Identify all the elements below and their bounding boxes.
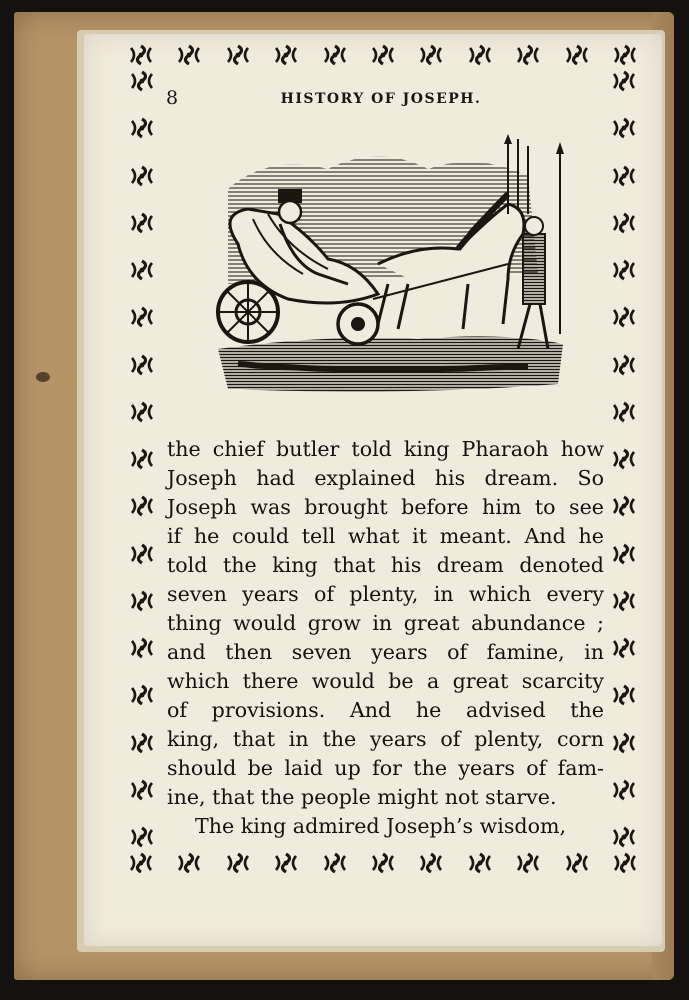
text-line: the chief butler told king Pharaoh how xyxy=(167,437,604,461)
ornament-icon xyxy=(129,306,155,328)
ornament-icon xyxy=(564,44,590,66)
ornament-icon xyxy=(225,852,251,874)
ornament-icon xyxy=(129,259,155,281)
ornament-icon xyxy=(129,826,155,848)
ornament-icon xyxy=(611,354,637,376)
ornament-icon xyxy=(322,852,348,874)
ornament-icon xyxy=(176,44,202,66)
ornament-icon xyxy=(611,448,637,470)
book-page xyxy=(84,34,662,946)
cover-stain xyxy=(36,372,50,382)
border-right xyxy=(610,70,638,848)
text-line: Joseph had explained his dream. So xyxy=(167,466,604,490)
ornament-icon xyxy=(129,70,155,92)
ornament-icon xyxy=(128,852,154,874)
body-text xyxy=(167,435,604,841)
text-line: should be laid up for the years of fam- xyxy=(167,756,604,780)
ornament-icon xyxy=(611,637,637,659)
ornament-icon xyxy=(129,543,155,565)
ornament-icon xyxy=(129,590,155,612)
ornament-icon xyxy=(611,212,637,234)
text-line: king, that in the years of plenty, corn xyxy=(167,727,604,751)
running-head xyxy=(166,87,596,111)
text-line: seven years of plenty, in which every xyxy=(167,582,604,606)
ornament-icon xyxy=(129,165,155,187)
ornament-icon xyxy=(611,495,637,517)
ornament-icon xyxy=(370,44,396,66)
ornament-icon xyxy=(611,165,637,187)
border-bottom xyxy=(128,852,638,874)
ornament-icon xyxy=(370,852,396,874)
page-number: 8 xyxy=(166,87,179,109)
border-top xyxy=(128,44,638,66)
border-left xyxy=(128,70,156,848)
ornament-icon xyxy=(515,44,541,66)
text-line: of provisions. And he advised the xyxy=(167,698,604,722)
ornament-icon xyxy=(129,779,155,801)
ornament-icon xyxy=(612,852,638,874)
ornament-icon xyxy=(515,852,541,874)
ornament-icon xyxy=(176,852,202,874)
text-line: told the king that his dream denoted xyxy=(167,553,604,577)
ornament-icon xyxy=(467,44,493,66)
text-line: which there would be a great scarcity xyxy=(167,669,604,693)
text-line: Joseph was brought before him to see xyxy=(167,495,604,519)
ornament-icon xyxy=(129,354,155,376)
ornament-icon xyxy=(611,590,637,612)
ornament-icon xyxy=(129,684,155,706)
ornament-icon xyxy=(611,70,637,92)
pharaoh-chariot-woodcut-icon xyxy=(208,134,568,414)
ornament-icon xyxy=(129,732,155,754)
ornament-icon xyxy=(273,44,299,66)
ornament-icon xyxy=(611,117,637,139)
text-line: The king admired Joseph’s wisdom, xyxy=(195,814,567,838)
ornament-icon xyxy=(129,495,155,517)
text-line: and then seven years of famine, in xyxy=(167,640,604,664)
ornament-icon xyxy=(611,306,637,328)
ornament-icon xyxy=(611,732,637,754)
ornament-icon xyxy=(611,401,637,423)
ornament-icon xyxy=(273,852,299,874)
ornament-icon xyxy=(418,44,444,66)
page-title: HISTORY OF JOSEPH. xyxy=(280,91,482,107)
ornament-icon xyxy=(612,44,638,66)
ornament-icon xyxy=(418,852,444,874)
ornament-icon xyxy=(611,684,637,706)
ornament-icon xyxy=(129,637,155,659)
text-line: if he could tell what it meant. And he xyxy=(167,524,604,548)
ornament-icon xyxy=(225,44,251,66)
ornament-icon xyxy=(128,44,154,66)
ornament-icon xyxy=(129,401,155,423)
ornament-icon xyxy=(129,448,155,470)
ornament-icon xyxy=(129,212,155,234)
ornament-icon xyxy=(564,852,590,874)
ornament-icon xyxy=(611,779,637,801)
ornament-icon xyxy=(129,117,155,139)
ornament-icon xyxy=(322,44,348,66)
ornament-icon xyxy=(467,852,493,874)
ornament-icon xyxy=(611,826,637,848)
text-line: thing would grow in great abundance ; xyxy=(167,611,604,635)
ornament-icon xyxy=(611,543,637,565)
ornament-icon xyxy=(611,259,637,281)
text-line: ine, that the people might not starve. xyxy=(167,785,557,809)
